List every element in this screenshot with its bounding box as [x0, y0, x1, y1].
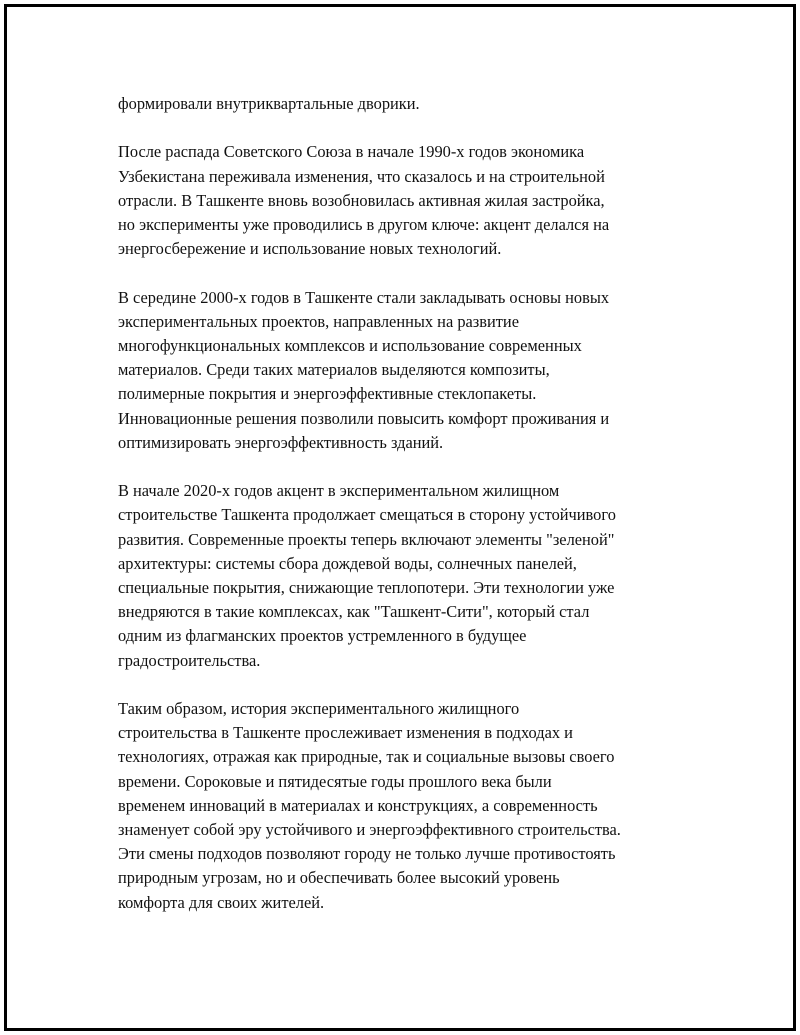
paragraph-1: формировали внутриквартальные дворики. — [118, 94, 420, 113]
paragraph-3: В середине 2000-х годов в Ташкенте стали закладывать основы новых экспериментальных проектов, направленных на развитие многофункциональных комплексов и использование современных материалов. Среди таких материалов выделяются композиты, полимерные покрытия и энергоэффективные стеклопакеты. Инновационные решения позволили повысить комфорт проживания и оптимизировать энергоэффективность зданий. — [118, 287, 610, 452]
paragraph-2: После распада Советского Союза в начале 1990-х годов экономика Узбекистана переживала изменения, что сказалось и на строительной отрасли. В Ташкенте вновь возобновилась активная жилая застройка, но эксперименты уже проводились в другом ключе: акцент делался на энергосбережение и использование новых технологий. — [118, 142, 610, 259]
paragraph-5: Таким образом, история экспериментального жилищного строительства в Ташкенте прослеживает изменения в подходах и технологиях, отражая как природные, так и социальные вызовы своего времени. Сороковые и пятидесятые годы прошлого века были временем инноваций в материалах и конструкциях, а современность знаменует собой эру устойчивого и энергоэффективного строительства. Эти смены подходов позволяют городу не только лучше противостоять природным угрозам, но и обеспечивать более высокий уровень комфорта для своих жителей. — [118, 699, 621, 912]
paragraph-4: В начале 2020-х годов акцент в экспериментальном жилищном строительстве Ташкента продолжает смещаться в сторону устойчивого развития. Современные проекты теперь включают элементы "зеленой" архитектуры: системы сбора дождевой воды, солнечных панелей, специальные покрытия, снижающие теплопотери. Эти технологии уже внедряются в такие комплексах, как "Ташкент-Сити", который стал одним из флагманских проектов устремленного в будущее градостроительства. — [118, 481, 616, 670]
document-body — [118, 92, 686, 939]
